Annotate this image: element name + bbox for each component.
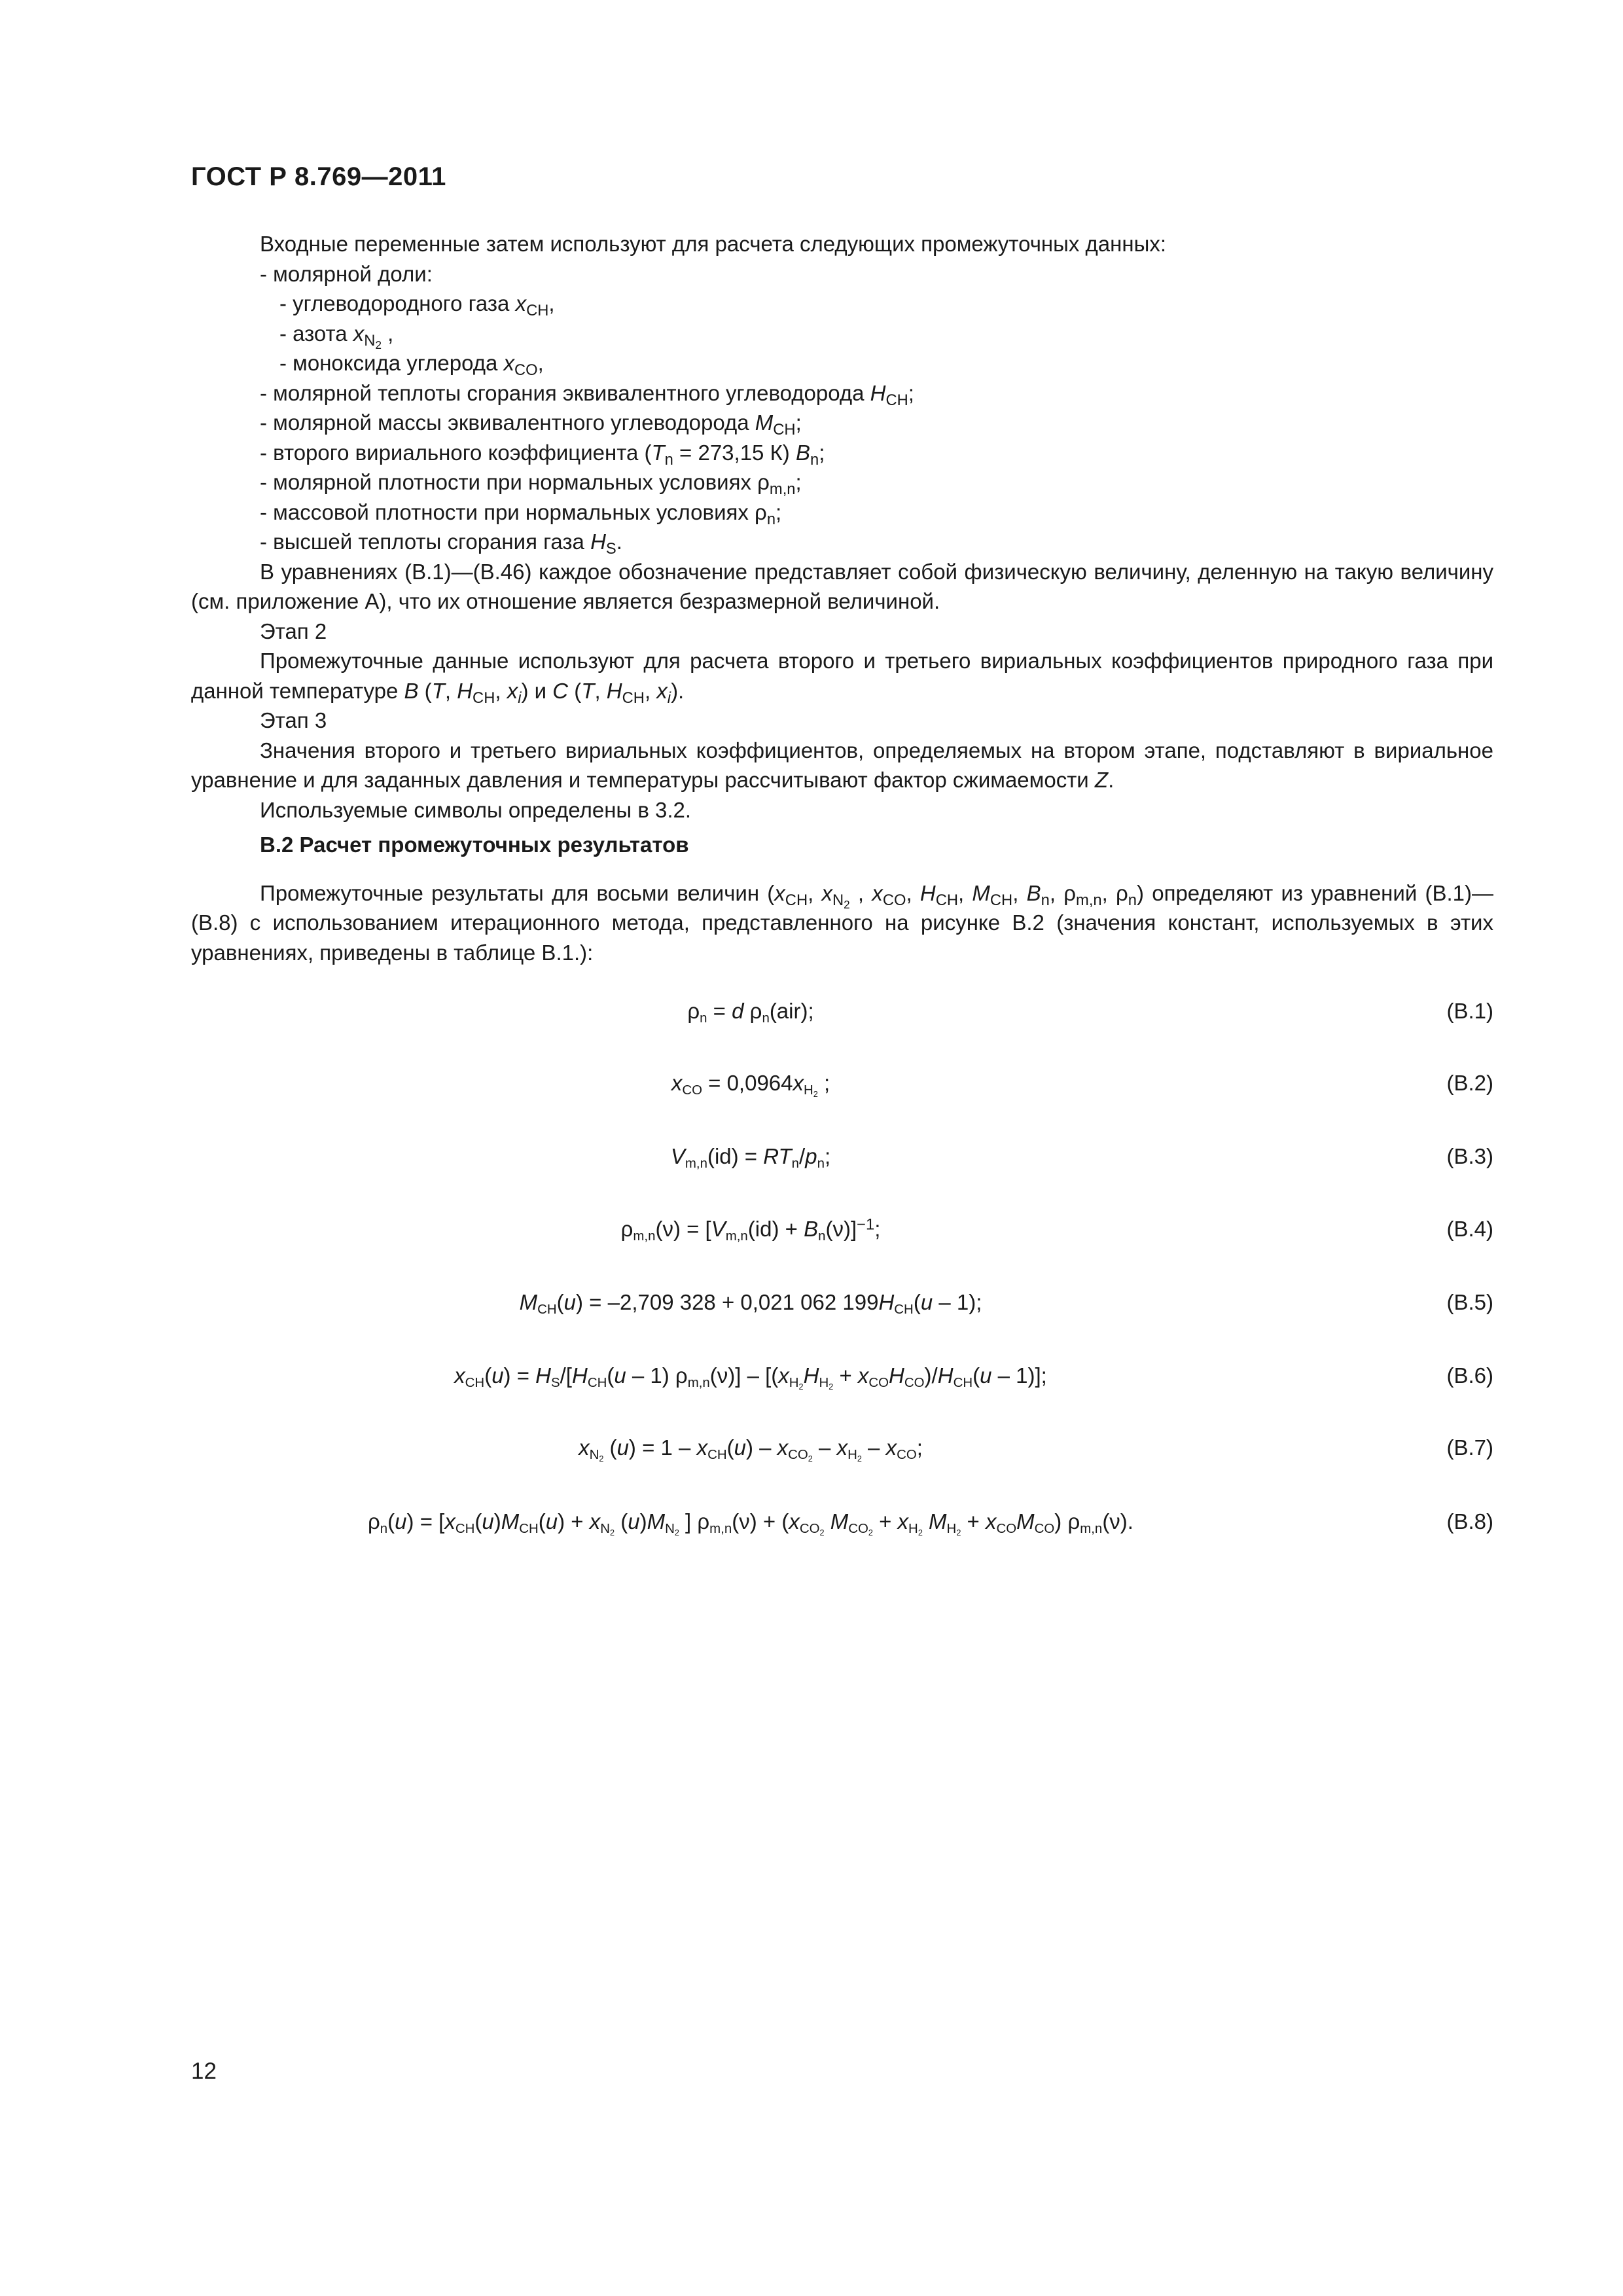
equation bbox=[191, 1067, 1493, 1100]
stage2-paragraph: Промежуточные данные используют для расчета второго и третьего вириальных коэффициентов природного газа при данной температуре B (T, $H_{CH}$, $x_i$) и C (T, $H_{CH}$, $x_i$). bbox=[191, 649, 1493, 707]
list-item: - молярной доли: bbox=[260, 261, 433, 286]
equation-number: (В.3) bbox=[1446, 1144, 1493, 1168]
list-item: - молярной массы эквивалентного углеводорода $M_{CH}$; bbox=[260, 410, 802, 439]
list-item: - молярной теплоты сгорания эквивалентного углеводорода $H_{CH}$; bbox=[260, 380, 914, 409]
equation-formula: $M_{CH}(u) = -2,709$ 328 + 0,021 062 $199H_{CH}(u - 1)$; bbox=[519, 1290, 982, 1318]
body-text bbox=[191, 229, 1493, 967]
stage-label: Этап 2 bbox=[260, 619, 327, 643]
equation bbox=[191, 1286, 1493, 1319]
equation-formula: $x_{N_2}$ $(u) = 1 - x_{CH}(u) - x_{CO_2} - x_{H_2} - x_{CO}$; bbox=[579, 1435, 923, 1463]
equation-formula: $\rho_n(u) = [x_{CH}(u)M_{CH}(u) + x_{N_2}$ $(u)M_{N_2}$ ] $\rho_{m,n}(\nu) + (x_{CO_2}$ $M_{CO_2} + x_{H_2}$ $M_{H_2} + x_{CO}M_{CO}$) $\rho_{m,n}(\nu)$. bbox=[368, 1509, 1133, 1537]
equation-number: (В.1) bbox=[1446, 999, 1493, 1023]
section-paragraph: Промежуточные результаты для восьми величин ($x_{CH}$, $x_{N_2}$ , $x_{CO}$, $H_{CH}$, $M_{CH}$, $B_n$, $\rho_{m,n}$, $\rho_n$) определяют из уравнений (В.1)—(В.8) с использованием итерационного метода, представленного на рисунке В.2 (значения констант, используемых в этих уравнениях, приведены в таблице В.1.): bbox=[191, 880, 1494, 965]
page-number: 12 bbox=[191, 2058, 217, 2084]
list-item: - молярной плотности при нормальных условиях $\rho_{m,n}$; bbox=[260, 470, 802, 499]
equation-number: (В.7) bbox=[1446, 1435, 1493, 1460]
equation-number: (В.6) bbox=[1446, 1363, 1493, 1388]
equation bbox=[191, 995, 1493, 1028]
equation-formula: $x_{CH}(u) = H_S/[H_{CH}(u - 1)$ $\rho_{m,n}(\nu)] - [(x_{H_2}H_{H_2} + x_{CO}H_{CO})/H_{CH}(u - 1)]$; bbox=[454, 1363, 1047, 1391]
equation-formula: $\rho_{m,n}(\nu) = [V_{m,n}(id) + B_n(\nu)]^{-1}$; bbox=[620, 1215, 881, 1244]
equation bbox=[191, 1140, 1493, 1173]
intro-paragraph: Входные переменные затем используют для расчета следующих промежуточных данных: bbox=[260, 232, 1166, 256]
equation-formula: $V_{m,n}(id) = RT_n/p_n$; bbox=[670, 1144, 831, 1172]
equation bbox=[191, 1505, 1493, 1538]
stage-label: Этап 3 bbox=[260, 708, 327, 732]
list-item: - углеводородного газа $x_{CH}$, bbox=[279, 291, 555, 320]
list-item: - моноксида углерода $x_{CO}$, bbox=[279, 351, 544, 380]
equation bbox=[191, 1431, 1493, 1464]
list-item: - второго вириального коэффициента ($T_n = 273,15$ К) $B_n$; bbox=[260, 440, 825, 469]
equation-number: (В.8) bbox=[1446, 1509, 1493, 1534]
equation-formula: $\rho_n = d$ $\rho_n(air)$; bbox=[687, 999, 814, 1026]
equation-number: (В.4) bbox=[1446, 1217, 1493, 1241]
equation-formula: $x_{CO} = 0,0964x_{H_2}$ ; bbox=[671, 1071, 830, 1099]
stage3-paragraph: Значения второго и третьего вириальных коэффициентов, определяемых на втором этапе, подставляют в вириальное уравнение и для заданных давления и температуры рассчитывают фактор сжимаемости Z. bbox=[191, 738, 1493, 792]
list-item: - азота $x_{N_2}$ , bbox=[279, 321, 394, 351]
list-item: - высшей теплоты сгорания газа $H_S$. bbox=[260, 529, 622, 558]
list-item: - массовой плотности при нормальных условиях $\rho_n$; bbox=[260, 499, 782, 528]
equation bbox=[191, 1359, 1493, 1392]
equations-note: В уравнениях (В.1)—(В.46) каждое обозначение представляет собой физическую величину, деленную на такую величину (см. приложение А), что их отношение является безразмерной величиной. bbox=[191, 559, 1493, 613]
document-header: ГОСТ Р 8.769—2011 bbox=[191, 162, 446, 191]
equation-number: (В.2) bbox=[1446, 1071, 1493, 1095]
section-title: В.2 Расчет промежуточных результатов bbox=[260, 833, 689, 857]
equation-number: (В.5) bbox=[1446, 1290, 1493, 1314]
symbols-note: Используемые символы определены в 3.2. bbox=[260, 797, 692, 822]
equation bbox=[191, 1213, 1493, 1246]
